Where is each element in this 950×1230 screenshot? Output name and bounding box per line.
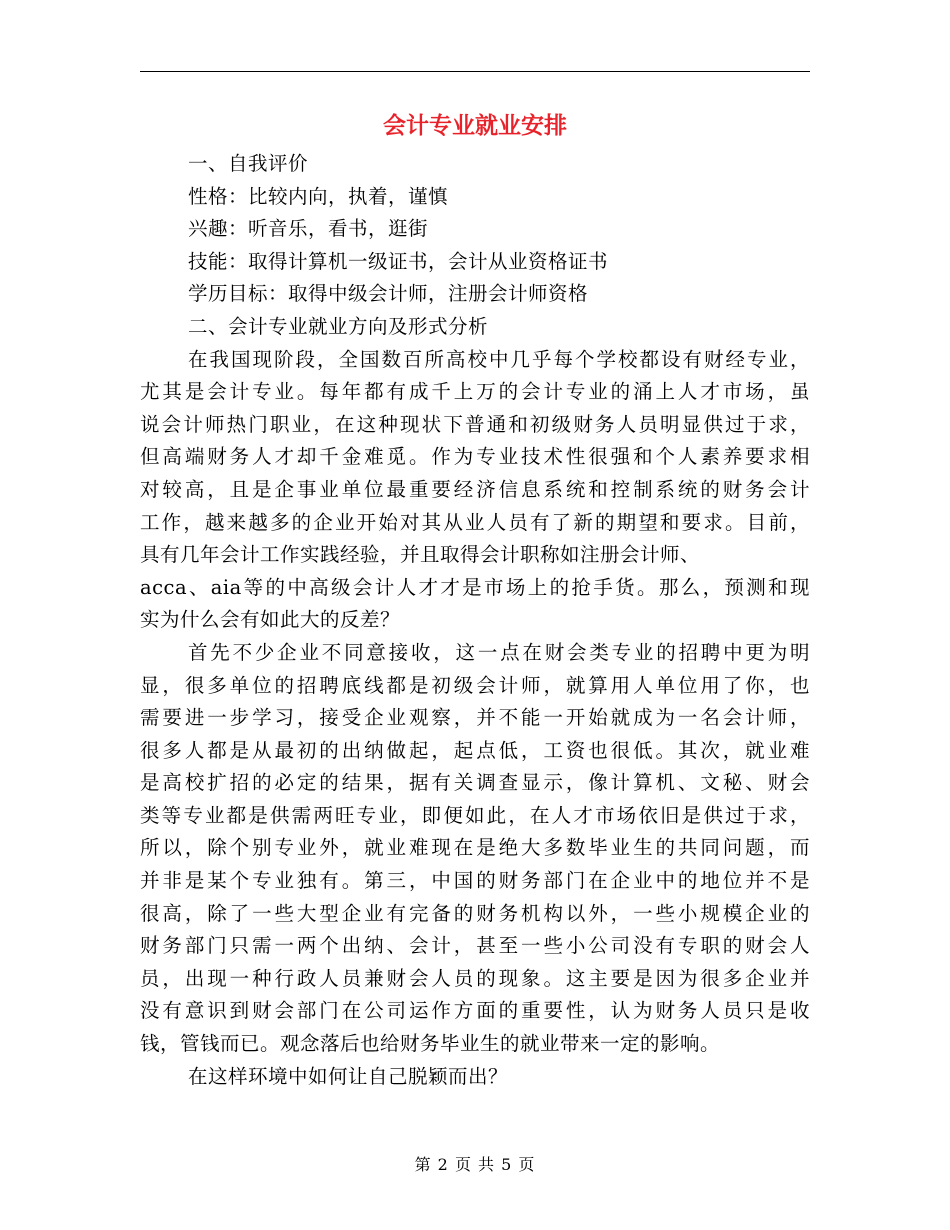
text-line: 具有几年会计工作实践经验，并且取得会计职称如注册会计师、	[140, 543, 701, 567]
text-line: 财务部门只需一两个出纳、会计，甚至一些小公司没有专职的财会人	[140, 934, 810, 958]
text-line: 说会计师热门职业，在这种现状下普通和初级财务人员明显供过于求，	[140, 412, 810, 436]
text-line: 技能：取得计算机一级证书，会计从业资格证书	[188, 249, 609, 273]
text-line: 实为什么会有如此大的反差？	[140, 608, 401, 632]
text-line: 所以，除个别专业外，就业难现在是绝大多数毕业生的共同问题，而	[140, 836, 810, 860]
text-line: 员，出现一种行政人员兼财会人员的现象。这主要是因为很多企业并	[140, 966, 810, 990]
text-line: 首先不少企业不同意接收，这一点在财会类专业的招聘中更为明	[188, 640, 810, 664]
text-line: 工作，越来越多的企业开始对其从业人员有了新的期望和要求。目前，	[140, 510, 810, 534]
header-rule	[140, 71, 810, 72]
text-line: 性格：比较内向，执着，谨慎	[188, 184, 449, 208]
text-line: acca、aia等的中高级会计人才才是市场上的抢手货。那么，预测和现	[140, 575, 810, 599]
text-line: 很高，除了一些大型企业有完备的财务机构以外，一些小规模企业的	[140, 901, 810, 925]
document-body	[140, 148, 810, 1093]
text-line: 类等专业都是供需两旺专业，即便如此，在人才市场依旧是供过于求，	[140, 803, 810, 827]
text-line: 一、自我评价	[188, 152, 309, 175]
text-line: 是高校扩招的必定的结果，据有关调查显示，像计算机、文秘、财会	[140, 771, 810, 795]
text-line: 在这样环境中如何让自己脱颖而出？	[188, 1064, 509, 1088]
text-line: 显，很多单位的招聘底线都是初级会计师，就算用人单位用了你，也	[140, 673, 810, 697]
document-title: 会计专业就业安排	[383, 113, 567, 139]
text-line: 很多人都是从最初的出纳做起，起点低，工资也很低。其次，就业难	[140, 738, 810, 762]
text-line: 兴趣：听音乐，看书，逛街	[188, 217, 429, 241]
page-footer: 第 2 页 共 5 页	[414, 1155, 536, 1174]
text-line: 尤其是会计专业。每年都有成千上万的会计专业的涌上人才市场，虽	[140, 380, 810, 404]
text-line: 但高端财务人才却千金难觅。作为专业技术性很强和个人素养要求相	[140, 445, 810, 469]
text-line: 需要进一步学习，接受企业观察，并不能一开始就成为一名会计师，	[140, 706, 810, 730]
text-line: 对较高，且是企事业单位最重要经济信息系统和控制系统的财务会计	[140, 477, 810, 501]
text-line: 并非是某个专业独有。第三，中国的财务部门在企业中的地位并不是	[140, 869, 810, 893]
text-line: 在我国现阶段，全国数百所高校中几乎每个学校都设有财经专业，	[188, 347, 810, 371]
text-line: 二、会计专业就业方向及形式分析	[188, 314, 489, 338]
text-line: 钱，管钱而已。观念落后也给财务毕业生的就业带来一定的影响。	[140, 1032, 721, 1056]
text-line: 学历目标：取得中级会计师，注册会计师资格	[188, 282, 589, 306]
text-line: 没有意识到财会部门在公司运作方面的重要性，认为财务人员只是收	[140, 999, 810, 1023]
